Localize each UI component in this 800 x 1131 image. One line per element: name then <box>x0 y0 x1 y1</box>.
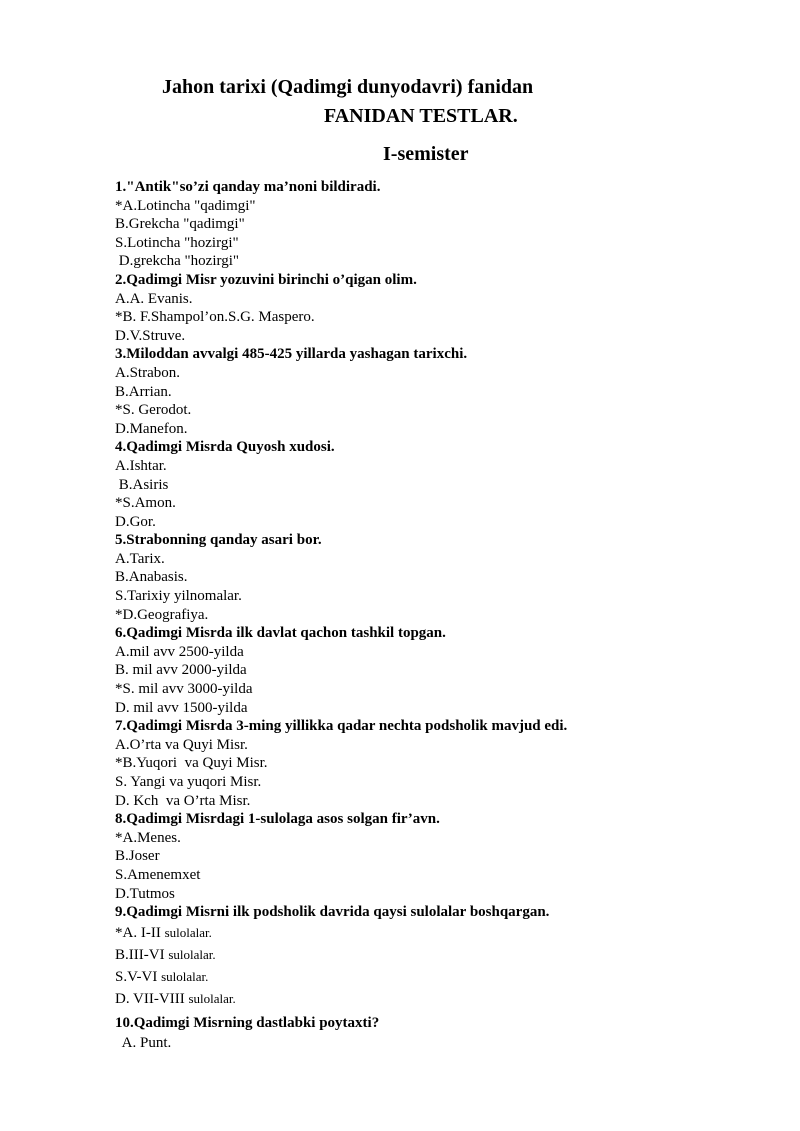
answer-option: A.Tarix. <box>115 550 165 567</box>
answer-option: *D.Geografiya. <box>115 606 209 623</box>
answer-option: B.Joser <box>115 848 160 865</box>
option-suffix: sulolalar. <box>168 946 216 962</box>
answer-option <box>115 944 755 966</box>
answer-option: *B.Yuqori va Quyi Misr. <box>115 755 268 772</box>
answer-option: S.Lotincha "hozirgi" <box>115 234 239 251</box>
answer-option: B.Arrian. <box>115 383 172 400</box>
question-text: 5.Strabonning qanday asari bor. <box>115 532 322 549</box>
question-text: 10.Qadimgi Misrning dastlabki poytaxti? <box>115 1014 380 1031</box>
answer-option: B.Asiris <box>115 476 169 493</box>
question-text: 3.Miloddan avvalgi 485-425 yillarda yashagan tarixchi. <box>115 346 468 363</box>
answer-option: D.Gor. <box>115 513 156 530</box>
option-suffix: sulolalar. <box>164 924 212 940</box>
question-block <box>115 178 755 271</box>
option-suffix: sulolalar. <box>188 991 236 1007</box>
document-title: Jahon tarixi (Qadimgi dunyodavri) fanidan <box>162 76 534 98</box>
answer-option: A.Ishtar. <box>115 457 167 474</box>
question-block <box>115 345 755 438</box>
answer-option: *S. mil avv 3000-yilda <box>115 681 253 698</box>
answer-option: D.grekcha "hozirgi" <box>115 253 240 270</box>
answer-option: S.Amenemxet <box>115 866 201 883</box>
answer-option: A.Strabon. <box>115 364 180 381</box>
answer-option: *S. Gerodot. <box>115 402 192 419</box>
test-questions <box>115 178 755 1052</box>
document-subtitle: FANIDAN TESTLAR. <box>324 105 518 127</box>
question-block <box>115 810 755 903</box>
answer-option: A.O’rta va Quyi Misr. <box>115 736 248 753</box>
question-block <box>115 438 755 531</box>
answer-option: *B. F.Shampol’on.S.G. Maspero. <box>115 309 315 326</box>
question-text: 2.Qadimgi Misr yozuvini birinchi o’qigan olim. <box>115 271 417 288</box>
answer-option: B.Anabasis. <box>115 569 188 586</box>
question-block <box>115 1013 755 1053</box>
answer-option: *S.Amon. <box>115 495 176 512</box>
answer-option: *A.Menes. <box>115 829 181 846</box>
question-list <box>115 178 755 903</box>
question-block <box>115 903 755 1010</box>
semester-heading: I-semister <box>383 143 469 165</box>
question-text: 4.Qadimgi Misrda Quyosh xudosi. <box>115 439 335 456</box>
answer-option: A. Punt. <box>115 1034 172 1051</box>
answer-option: B. mil avv 2000-yilda <box>115 662 247 679</box>
answer-option: A.A. Evanis. <box>115 290 193 307</box>
answer-option: S.Tarixiy yilnomalar. <box>115 588 242 605</box>
option-label: B.III-VI <box>115 946 169 963</box>
answer-option <box>115 966 755 988</box>
question-block <box>115 531 755 624</box>
option-label: S.V-VI <box>115 969 162 986</box>
answer-option <box>115 922 755 944</box>
question-text: 9.Qadimgi Misrni ilk podsholik davrida qaysi sulolalar boshqargan. <box>115 904 550 921</box>
answer-option: B.Grekcha "qadimgi" <box>115 216 245 233</box>
answer-option: D.Tutmos <box>115 885 175 902</box>
question-text: 1."Antik"so’zi qanday ma’noni bildiradi. <box>115 179 381 195</box>
answer-option <box>115 988 755 1010</box>
question-block <box>115 624 755 717</box>
answer-option: D. Kch va O’rta Misr. <box>115 792 251 809</box>
answer-option: S. Yangi va yuqori Misr. <box>115 774 262 790</box>
answer-option: A.mil avv 2500-yilda <box>115 643 244 660</box>
option-suffix: sulolalar. <box>161 969 209 985</box>
question-text: 8.Qadimgi Misrdagi 1-sulolaga asos solgan fir’avn. <box>115 811 440 828</box>
answer-option: D.Manefon. <box>115 420 188 437</box>
question-text: 6.Qadimgi Misrda ilk davlat qachon tashkil topgan. <box>115 625 446 642</box>
question-block <box>115 271 755 345</box>
question-text: 7.Qadimgi Misrda 3-ming yillikka qadar nechta podsholik mavjud edi. <box>115 718 568 735</box>
option-label: D. VII-VIII <box>115 991 189 1008</box>
answer-option: D. mil avv 1500-yilda <box>115 699 248 716</box>
option-label: *A. I-II <box>115 924 165 941</box>
question-block <box>115 717 755 810</box>
answer-option: D.V.Struve. <box>115 327 186 344</box>
answer-option: *A.Lotincha "qadimgi" <box>115 197 256 214</box>
